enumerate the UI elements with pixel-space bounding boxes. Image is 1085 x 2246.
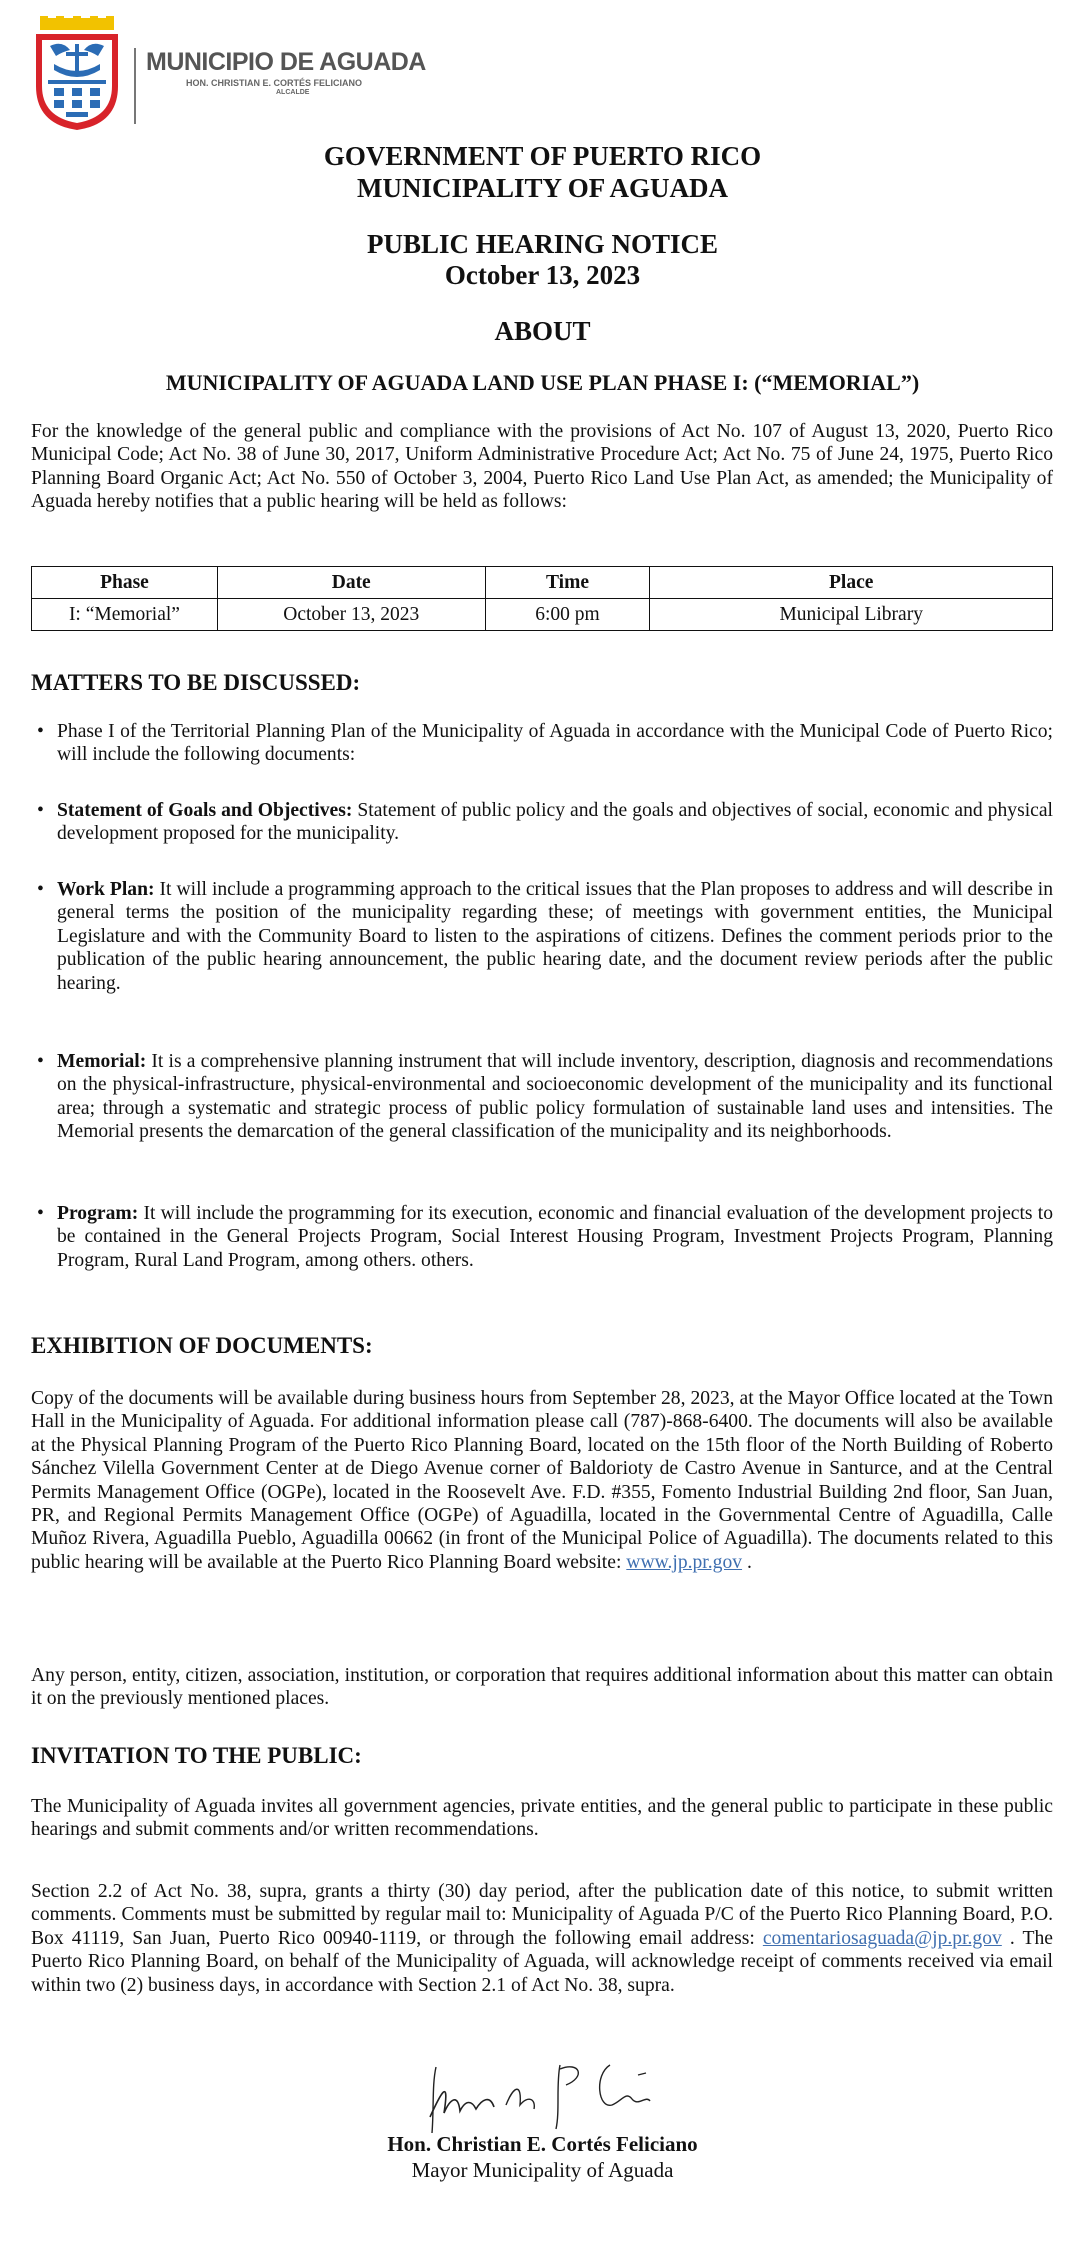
column-header: Phase [32, 567, 218, 599]
matters-list [31, 720, 1053, 767]
list-item: • Work Plan: It will include a programming approach to the critical issues that the Plan proposes to address and will describe in general terms the position of the municipality regarding these; of meetings with government entities, the Municipal Legislature and with the Community Board to listen to the aspirations of citizens. Defines the comment periods prior to the publication of the public hearing announcement, the public hearing date, and the document review periods after the public hearing. [37, 879, 1054, 994]
handwritten-signature-icon [410, 2055, 690, 2135]
invitation-paragraph: The Municipality of Aguada invites all government agencies, private entities, and the general public to participate in these public hearings and submit comments and/or written recommendations. [31, 1796, 1053, 1841]
mayor-title: ALCALDE [276, 89, 310, 96]
matters-list [31, 799, 1053, 846]
letterhead [30, 16, 630, 134]
municipal-crest-icon [32, 16, 122, 132]
municipality-title: MUNICIPALITY OF AGUADA [357, 173, 728, 203]
intro-paragraph: For the knowledge of the general public and compliance with the provisions of Act No. 107 of August 13, 2020, Puerto Rico Municipal Code; Act No. 38 of June 30, 2017, Uniform Administrative Procedure Act; Act No. 75 of June 24, 1975, Puerto Rico Planning Board Organic Act; Act No. 550 of October 3, 2004, Puerto Rico Land Use Plan Act, as amended; the Municipality of Aguada hereby notifies that a public hearing will be held as follows: [31, 421, 1053, 513]
table-row [32, 599, 1053, 631]
notice-date: October 13, 2023 [444, 260, 641, 290]
matters-list [31, 1202, 1053, 1272]
municipality-name: MUNICIPIO DE AGUADA [146, 48, 426, 76]
comments-text: Section 2.2 of Act No. 38, supra, grants a thirty (30) day period, after the publication date of this notice, to submit written comments. Comments must be submitted by regular mail to: Municipality of Aguada P/C of the Puerto Rico Planning Board, P.O. Box 41119, San Juan, Puerto Rico 00940-1119, or through the following email address: [31, 1881, 1053, 1949]
column-header: Place [650, 567, 1053, 599]
item-text: It is a comprehensive planning instrument that will include inventory, description, diagnosis and recommendations on the physical-infrastructure, physical-environmental and socioeconomic development of the municipality and its functional area; through a systematic and strategic process of public policy formulation of sustainable land uses and intensities. The Memorial presents the demarcation of the general classification of the municipality and its neighborhoods. [57, 1051, 1053, 1143]
exhibition-heading: EXHIBITION OF DOCUMENTS: [31, 1333, 373, 1358]
item-label: Statement of Goals and Objectives: [57, 800, 353, 821]
exhibition-text: Copy of the documents will be available during business hours from September 28, 2023, at the Mayor Office located at the Town Hall in the Municipality of Aguada. For additional information please call (787)-868-6400. The documents will also be available at the Physical Planning Program of the Puerto Rico Planning Board, located on the 15th floor of the North Building of Roberto Sánchez Vilella Government Center at de Diego Avenue corner of Baldorioty de Castro Avenue in Santurce, and at the Central Permits Management Office (OGPe), located in the Roosevelt Ave. F.D. #355, Fomento Industrial Building 2nd floor, San Juan, PR, and Regional Permits Management Office (OGPe) of Aguadilla, located in the Governmental Centre of Aguadilla, Calle Muñoz Rivera, Aguadilla Pueblo, Aguadilla 00662 (in front of the Municipal Police of Aguadilla). The documents related to this public hearing will be available at the Puerto Rico Planning Board website: [31, 1388, 1053, 1573]
signer-name: Hon. Christian E. Cortés Feliciano [387, 2132, 698, 2156]
list-item: • Program: It will include the programming for its execution, economic and financial evaluation of the development projects to be contained in the General Projects Program, Social Interest Housing Program, Investment Projects Program, Planning Program, Rural Land Program, among others. others. [37, 1203, 1053, 1271]
column-header: Time [485, 567, 650, 599]
matters-heading: MATTERS TO BE DISCUSSED: [31, 670, 361, 695]
table-cell: Municipal Library [650, 599, 1053, 631]
list-item: • Memorial: It is a comprehensive planning instrument that will include inventory, description, diagnosis and recommendations on the physical-infrastructure, physical-environmental and socioeconomic development of the municipality and its functional area; through a systematic and strategic process of public policy formulation of sustainable land uses and intensities. The Memorial presents the demarcation of the general classification of the municipality and its neighborhoods. [37, 1051, 1053, 1143]
invitation-heading: INVITATION TO THE PUBLIC: [31, 1743, 362, 1768]
item-text: Statement of public policy and the goals and objectives of social, economic and physical development proposed for the municipality. [57, 800, 1053, 845]
planning-board-website-link[interactable]: www.jp.pr.gov [626, 1551, 743, 1573]
topic-heading: MUNICIPALITY OF AGUADA LAND USE PLAN PHASE I: (“MEMORIAL”) [165, 370, 920, 395]
comments-text-continued: . The Puerto Rico Planning Board, on behalf of the Municipality of Aguada, will acknowledge receipt of comments received via email within two (2) business days, in accordance with Section 2.1 of Act No. 38, supra. [31, 1927, 1053, 1996]
comments-email-link[interactable]: comentariosaguada@jp.pr.gov [762, 1927, 1002, 1949]
matters-list [31, 1050, 1053, 1144]
table-cell: October 13, 2023 [217, 599, 485, 631]
item-text: It will include a programming approach to the critical issues that the Plan proposes to address and will describe in general terms the position of the municipality regarding these; of meetings with government entities, the Municipal Legislature and with the Community Board to listen to the aspirations of citizens. Defines the comment periods prior to the publication of the public hearing announcement, the public hearing date, and the document review periods after the public hearing. [57, 879, 1054, 994]
table-cell: I: “Memorial” [32, 599, 218, 631]
about-heading: ABOUT [494, 316, 591, 346]
item-label: Work Plan: [57, 879, 155, 900]
list-item: • Statement of Goals and Objectives: Statement of public policy and the goals and objectives of social, economic and physical development proposed for the municipality. [37, 800, 1053, 845]
signer-title: Mayor Municipality of Aguada [411, 2158, 674, 2182]
item-label: Program: [57, 1203, 139, 1224]
comments-paragraph [31, 1880, 1053, 1997]
additional-info-paragraph: Any person, entity, citizen, association, institution, or corporation that requires additional information about this matter can obtain it on the previously mentioned places. [31, 1665, 1053, 1710]
table-header-row [32, 567, 1053, 599]
matters-list [31, 878, 1053, 995]
item-label: Memorial: [57, 1051, 147, 1072]
mayor-name: HON. CHRISTIAN E. CORTÉS FELICIANO [186, 78, 363, 88]
hearing-schedule-table [31, 566, 1053, 631]
period-text: . [742, 1551, 752, 1573]
notice-title: PUBLIC HEARING NOTICE [366, 229, 719, 259]
item-text: It will include the programming for its execution, economic and financial evaluation of the development projects to be contained in the General Projects Program, Social Interest Housing Program, Investment Projects Program, Planning Program, Rural Land Program, among others. others. [57, 1203, 1053, 1271]
exhibition-paragraph [31, 1387, 1053, 1574]
column-header: Date [217, 567, 485, 599]
list-item: • Phase I of the Territorial Planning Plan of the Municipality of Aguada in accordance with the Municipal Code of Puerto Rico; will include the following documents: [37, 721, 1053, 766]
table-cell: 6:00 pm [485, 599, 650, 631]
government-title: GOVERNMENT OF PUERTO RICO [323, 141, 762, 171]
item-text: Phase I of the Territorial Planning Plan of the Municipality of Aguada in accordance with the Municipal Code of Puerto Rico; will include the following documents: [57, 721, 1053, 766]
header-divider [134, 48, 136, 124]
